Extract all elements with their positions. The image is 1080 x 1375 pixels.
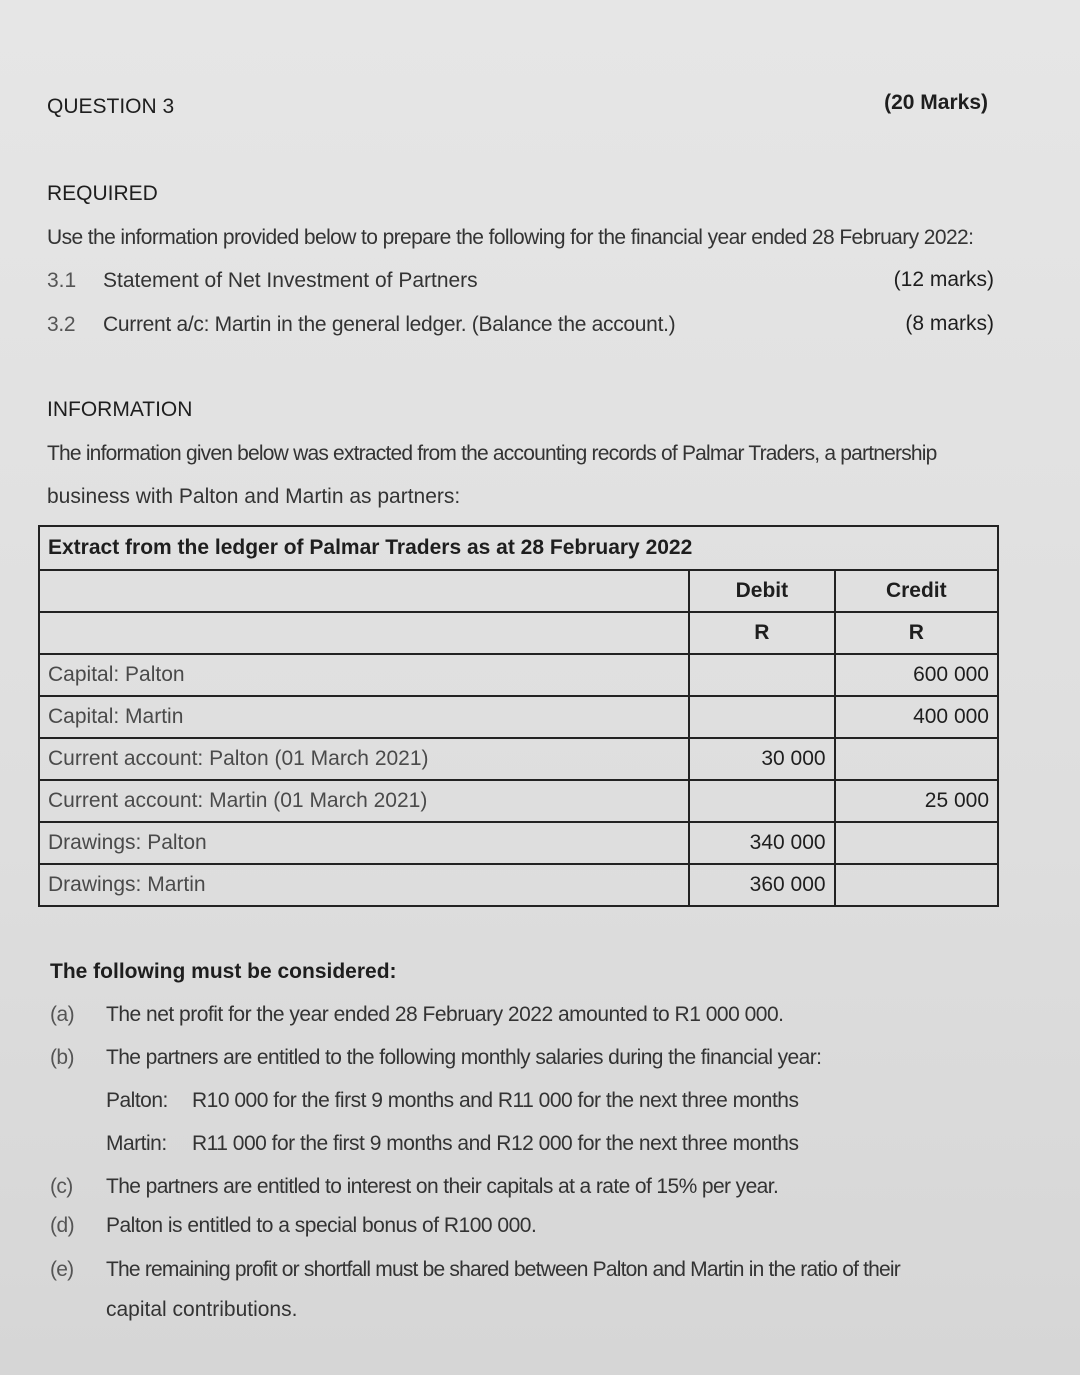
credit-value: 400 000	[835, 696, 998, 738]
salary-text: R10 000 for the first 9 months and R11 000 for the next three months	[192, 1089, 799, 1112]
table-row	[39, 780, 998, 822]
information-heading: INFORMATION	[47, 398, 193, 421]
table-row	[39, 696, 998, 738]
information-line-1: The information given below was extracted from the accounting records of Palmar Traders, a partnership	[47, 442, 937, 465]
consideration-e-continued: capital contributions.	[106, 1298, 298, 1321]
list-label: (b)	[50, 1046, 74, 1069]
consideration-c	[50, 1175, 778, 1199]
considerations-heading: The following must be considered:	[50, 960, 397, 983]
list-text: The partners are entitled to interest on their capitals at a rate of 15% per year.	[106, 1175, 779, 1198]
debit-value	[689, 654, 834, 696]
question-title: QUESTION 3	[47, 95, 175, 118]
credit-value: 25 000	[835, 780, 998, 822]
required-item-3-1	[47, 269, 478, 293]
partner-label: Martin:	[106, 1132, 167, 1155]
item-text: Current a/c: Martin in the general ledger. (Balance the account.)	[103, 313, 676, 336]
credit-value: 600 000	[835, 654, 998, 696]
account-name: Capital: Martin	[39, 696, 689, 738]
item-text: Statement of Net Investment of Partners	[103, 269, 478, 292]
header-blank-cell	[39, 570, 689, 612]
table-row	[39, 654, 998, 696]
item-number: 3.2	[47, 313, 76, 336]
credit-value	[835, 864, 998, 906]
list-text: The partners are entitled to the following monthly salaries during the financial year:	[106, 1046, 822, 1069]
question-marks: (20 Marks)	[884, 91, 988, 114]
list-label: (c)	[50, 1175, 73, 1198]
consideration-e	[50, 1258, 900, 1282]
consideration-a	[50, 1003, 783, 1027]
debit-value	[689, 780, 834, 822]
required-intro: Use the information provided below to prepare the following for the financial year ended 28 February 2022:	[47, 226, 974, 249]
account-name: Drawings: Palton	[39, 822, 689, 864]
item-3-1-marks: (12 marks)	[893, 268, 994, 291]
information-line-2: business with Palton and Martin as partners:	[47, 485, 461, 508]
list-text: Palton is entitled to a special bonus of R100 000.	[106, 1214, 537, 1237]
consideration-b	[50, 1046, 821, 1070]
credit-value	[835, 822, 998, 864]
list-text: The remaining profit or shortfall must be shared between Palton and Martin in the ratio of their	[106, 1258, 900, 1281]
salary-martin	[106, 1132, 798, 1156]
consideration-d	[50, 1214, 536, 1238]
salary-text: R11 000 for the first 9 months and R12 000 for the next three months	[192, 1132, 799, 1155]
credit-value	[835, 738, 998, 780]
item-3-2-marks: (8 marks)	[905, 312, 994, 335]
ledger-title: Extract from the ledger of Palmar Traders as at 28 February 2022	[39, 526, 998, 570]
table-row	[39, 822, 998, 864]
account-name: Current account: Martin (01 March 2021)	[39, 780, 689, 822]
table-row	[39, 738, 998, 780]
ledger-currency-row	[39, 612, 998, 654]
account-name: Capital: Palton	[39, 654, 689, 696]
debit-value: 340 000	[689, 822, 834, 864]
credit-header: Credit	[835, 570, 998, 612]
salary-palton	[106, 1089, 798, 1113]
account-name: Current account: Palton (01 March 2021)	[39, 738, 689, 780]
debit-value: 360 000	[689, 864, 834, 906]
required-item-3-2	[47, 313, 675, 337]
item-number: 3.1	[47, 269, 77, 292]
partner-label: Palton:	[106, 1089, 168, 1112]
table-row	[39, 864, 998, 906]
currency-blank-cell	[39, 612, 689, 654]
credit-currency: R	[835, 612, 998, 654]
list-label: (e)	[50, 1258, 74, 1281]
list-label: (a)	[50, 1003, 75, 1026]
account-name: Drawings: Martin	[39, 864, 689, 906]
ledger-title-row	[39, 526, 998, 570]
list-label: (d)	[50, 1214, 75, 1237]
debit-value	[689, 696, 834, 738]
required-heading: REQUIRED	[47, 182, 158, 205]
debit-currency: R	[689, 612, 834, 654]
debit-header: Debit	[689, 570, 834, 612]
ledger-header-row	[39, 570, 998, 612]
list-text: The net profit for the year ended 28 February 2022 amounted to R1 000 000.	[106, 1003, 784, 1026]
debit-value: 30 000	[689, 738, 834, 780]
ledger-table	[38, 525, 999, 907]
